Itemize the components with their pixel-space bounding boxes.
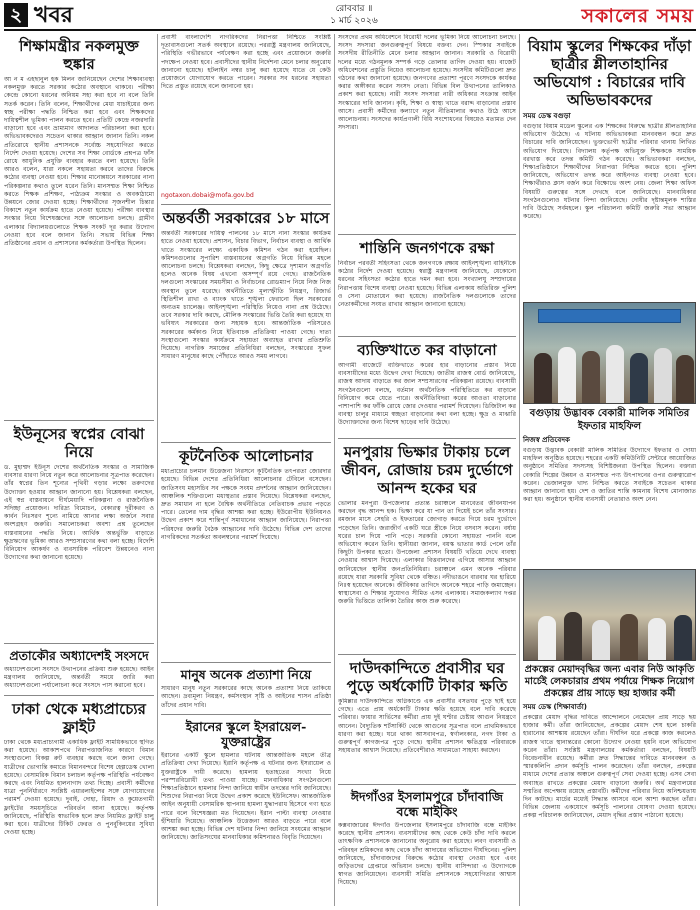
article: [161, 667, 331, 710]
page-number: ২: [4, 3, 28, 27]
article-divider: [338, 336, 516, 337]
article-headline[interactable]: ইউনূসের স্বপ্নের বোঝা নিয়ে: [13, 425, 145, 461]
article-divider: [338, 784, 516, 785]
article-body: ভোলার মনপুরা উপজেলার প্রত্যন্ত চরাঞ্চলে মানবেতর জীবনযাপন করছেন বৃদ্ধ আনন্দ হক। ভিক্ষা করে যা পান তা দিয়েই চলে তাঁর সংসার। রমজান মাসে সেহরি ও ইফতারের জোগাড় করতে গিয়ে চরম দুর্ভোগে পড়েছেন তিনি। জরাজীর্ণ একটি ঘরে স্ত্রীকে নিয়ে বসবাস করেন। বর্ষায় ঘরের চাল দিয়ে পানি পড়ে। সরকারি কোনো সহায়তা পাননি বলে অভিযোগ করেন তিনি। স্থানীয়রা জানান, বয়স্ক ভাতার কার্ড পেলে তাঁর কিছুটা উপকার হতো। উপজেলা প্রশাসন বিষয়টি খতিয়ে দেখে ব্যবস্থা নেওয়ার আশ্বাস দিয়েছে। এলাকার বিত্তবানদের এগিয়ে আসার আহ্বান জানিয়েছেন স্থানীয় জনপ্রতিনিধিরা। চরাঞ্চলে এমন অনেক পরিবার রয়েছে যারা সরকারি সুবিধা থেকে বঞ্চিত। নদীভাঙনে বারবার ঘর হারিয়ে নিঃস্ব হয়েছেন অনেকে। জীবিকার তাগিদে অনেকে শহরে পাড়ি জমাচ্ছেন। স্বাস্থ্যসেবা ও শিক্ষার সুযোগও সীমিত এসব এলাকায়। সমাজকল্যাণ দপ্তর জরুরি ভিত্তিতে তালিকা তৈরির কাজ শুরু করেছে।: [338, 500, 516, 606]
issue-date: ১ মার্চ ২০২৬: [330, 16, 378, 26]
article-headline[interactable]: ঢাকা থেকে মধ্যপ্রাচ্যের ফ্লাইট: [12, 700, 146, 736]
article: [338, 341, 516, 434]
column-divider: [157, 34, 158, 906]
article-body: বগুড়ায় উদ্ভাবক বেকারী মালিক সমিতির উদ্যোগে ইফতার ও দোয়া মাহফিল অনুষ্ঠিত হয়েছে। শহরের একটি কমিউনিটি সেন্টারে আয়োজিত অনুষ্ঠানে সমিতির সদস্যসহ বিশিষ্টজনরা উপস্থিত ছিলেন। বক্তারা বেকারি শিল্পের উন্নয়ন ও মানসম্মত পণ্য উৎপাদনের ওপর গুরুত্বারোপ করেন। ভেজালমুক্ত খাদ্য নিশ্চিত করতে সবাইকে সচেতন থাকার আহ্বান জানানো হয়। দেশ ও জাতির শান্তি কামনায় বিশেষ মোনাজাত করা হয়। অনুষ্ঠানে স্থানীয় ব্যবসায়ী নেতারাও অংশ নেন।: [523, 447, 696, 504]
article-body: অধ্যাদেশগুলো সংসদে উত্থাপনের প্রক্রিয়া শুরু হয়েছে। আইন মন্ত্রণালয় জানিয়েছে, অন্তর্বর্তী সময়ে জারি করা অধ্যাদেশগুলো পর্যালোচনা করে সংসদে পাস করানো হবে।: [4, 666, 154, 690]
date-block: [304, 3, 404, 27]
article-headline[interactable]: শান্তিনি জনগণকে রক্ষা: [359, 239, 495, 257]
article: [338, 239, 516, 332]
event-banner: [538, 309, 682, 323]
article-headline[interactable]: মানুষ অনেক প্রত্যাশা নিয়ে: [180, 667, 312, 683]
article: [338, 659, 516, 780]
person-figure: [564, 612, 582, 660]
article: [4, 37, 154, 416]
article-divider: [338, 234, 516, 235]
article: [523, 37, 696, 298]
article-divider: [4, 695, 154, 696]
article-body: কক্সবাজারের ঈদগাঁও উপজেলার ইসলামপুরে চাঁদাবাজি বন্ধে মাইকিং করেছে স্থানীয় প্রশাসন। ব্যবসায়ীদের কাছ থেকে কেউ চাঁদা দাবি করলে তাৎক্ষণিক প্রশাসনকে জানানোর অনুরোধ করা হয়েছে। লবণ ব্যবসায়ী ও পরিবহন শ্রমিকদের কাছ থেকে চাঁদা আদায়ের অভিযোগ দীর্ঘদিনের। পুলিশ জানিয়েছে, চাঁদাবাজদের বিরুদ্ধে কঠোর ব্যবস্থা নেওয়া হবে এবং জড়িতদের গ্রেপ্তারে অভিযান চলছে। স্থানীয় বাসিন্দারা এ উদ্যোগকে স্বাগত জানিয়েছেন। ব্যবসায়ী সমিতি প্রশাসনকে সহযোগিতার আশ্বাস দিয়েছে।: [338, 822, 516, 887]
article-headline[interactable]: বিয়াম স্কুলের শিক্ষকের দাঁড়া ছাত্রীর শ্লীলতাহানির অভিযোগ : বিচারের দাবি অভিভাবকদের: [527, 37, 692, 109]
person-figure: [676, 355, 694, 403]
article-body: নির্বাচন পরবর্তী সহিংসতা থেকে জনগণকে রক্ষায় আইনশৃঙ্খলা বাহিনীকে কঠোর নির্দেশ দেওয়া হয়েছে। স্বরাষ্ট্র মন্ত্রণালয় জানিয়েছে, যেকোনো ধরনের সহিংসতা কঠোর হাতে দমন করা হবে। সংখ্যালঘু সম্প্রদায়ের নিরাপত্তায় বিশেষ ব্যবস্থা নেওয়া হয়েছে। বিভিন্ন এলাকায় অতিরিক্ত পুলিশ ও সেনা মোতায়েন করা হয়েছে। রাজনৈতিক দলগুলোকে তাদের নেতাকর্মীদের সংযত রাখার আহ্বান জানানো হয়েছে।: [338, 260, 516, 309]
article-byline: সময় ডেস্ক (শিক্ষাবার্তা): [523, 703, 587, 711]
article-headline[interactable]: কূটনৈতিক আলোচনার: [179, 447, 313, 466]
person-figure: [582, 351, 600, 403]
article: [4, 425, 154, 639]
article-body: আগামী বাজেটে ব্যক্তিখাতে করের হার বাড়ানোর প্রস্তাব নিয়ে ব্যবসায়ীদের মধ্যে উদ্বেগ দেখা দিয়েছে। জাতীয় রাজস্ব বোর্ড জানিয়েছে, রাজস্ব আদায় বাড়াতে কর জাল সম্প্রসারণের পরিকল্পনা রয়েছে। ব্যবসায়ী সংগঠনগুলো বলছে, বর্তমান অর্থনৈতিক পরিস্থিতিতে কর বাড়ালে বিনিয়োগ কমে যেতে পারে। অর্থনীতিবিদরা করের আওতা বাড়ানোর পাশাপাশি কর ফাঁকি রোধে জোর দেওয়ার পরামর্শ দিয়েছেন। ডিজিটাল কর ব্যবস্থা চালুর মাধ্যমে স্বচ্ছতা বাড়ানোর কথা বলা হচ্ছে। ক্ষুদ্র ও মাঝারি উদ্যোক্তাদের জন্য বিশেষ ছাড়ের দাবি উঠেছে।: [338, 362, 516, 427]
article-headline[interactable]: দাউদকান্দিতে প্রবাসীর ঘর পুড়ে অর্ধকোটি টাকার ক্ষতি: [346, 659, 508, 695]
article-body: ইরানের একটি স্কুলে হামলার ঘটনায় আন্তর্জাতিক মহলে তীব্র প্রতিক্রিয়া দেখা দিয়েছে। ইরানি কর্তৃপক্ষ এ ঘটনার জন্য ইসরায়েল ও যুক্তরাষ্ট্রকে দায়ী করেছে। হামলায় হতাহতের সংখ্যা নিয়ে পরস্পরবিরোধী তথ্য পাওয়া যাচ্ছে। মানবাধিকার সংগঠনগুলো শিক্ষাপ্রতিষ্ঠানে হামলার নিন্দা জানিয়ে স্বাধীন তদন্তের দাবি জানিয়েছে। শিশুদের নিরাপত্তা নিয়ে উদ্বেগ প্রকাশ করেছে ইউনিসেফ। আন্তর্জাতিক আইন অনুযায়ী বেসামরিক স্থাপনায় হামলা যুদ্ধাপরাধ হিসেবে গণ্য হতে পারে বলে বিশেষজ্ঞরা মত দিয়েছেন। ইরান পাল্টা ব্যবস্থা নেওয়ার হুঁশিয়ারি দিয়েছে। আঞ্চলিক উত্তেজনা আরও বাড়তে পারে বলে আশঙ্কা করা হচ্ছে। বিভিন্ন দেশ ঘটনার নিন্দা জানিয়ে সংযমের আহ্বান জানিয়েছে। জাতিসংঘের মানবাধিকার কমিশনারও বিবৃতি দিয়েছেন।: [161, 752, 331, 842]
article-headline[interactable]: মনপুরায় ভিক্ষার টাকায় চলে জীবন, রোজায় চরম দুর্ভোগে আনন্দ হকের ঘর: [341, 443, 513, 497]
meeting-photo: [523, 569, 696, 661]
article-headline[interactable]: বগুড়ায় উদ্ভাবক বেকারী মালিক সমিতির ইফতার মাহফিল: [529, 408, 690, 432]
event-photo: [523, 302, 696, 404]
article-divider: [4, 420, 154, 421]
column-divider: [334, 34, 335, 906]
article-body: ঢাকা থেকে মধ্যপ্রাচ্যগামী একাধিক ফ্লাইট সাময়িকভাবে স্থগিত করা হয়েছে। আকাশপথে নিরাপত্তাজনিত কারণে বিমান সংস্থাগুলো বিকল্প রুট ব্যবহার করছে বলে জানা গেছে। যাত্রীদের ভোগান্তি কমাতে বিমানবন্দরে বিশেষ হেল্পডেস্ক খোলা হয়েছে। বেসামরিক বিমান চলাচল কর্তৃপক্ষ পরিস্থিতি পর্যবেক্ষণ করছে এবং নিয়মিত হালনাগাদ তথ্য দিচ্ছে। প্রবাসী কর্মীদের যাত্রা পুনর্নির্ধারণে সংশ্লিষ্ট এয়ারলাইন্সের সঙ্গে যোগাযোগের পরামর্শ দেওয়া হয়েছে। দুবাই, দোহা, রিয়াদ ও কুয়েতগামী ফ্লাইটের সময়সূচিতে পরিবর্তন আনা হয়েছে। কর্তৃপক্ষ জানিয়েছে, পরিস্থিতি স্বাভাবিক হলে দ্রুত নিয়মিত ফ্লাইট চালু করা হবে। যাত্রীদের টিকিট ফেরত ও পুনর্বুকিংয়ের সুবিধা দেওয়া হচ্ছে।: [4, 739, 154, 837]
article-headline[interactable]: প্রকল্পের মেয়াদবৃদ্ধির জন্য এবার নিউ আকৃতি মার্চেই লেকচারার প্রথম পর্যায়ে শিক্ষক নিয়োগ প্রকল্পের প্রায় সাড়ে ছয় হাজার কর্মী: [524, 664, 695, 699]
article-divider: [338, 438, 516, 439]
person-figure: [534, 353, 552, 403]
article-headline[interactable]: অন্তর্বর্তী সরকারের ১৮ মাসে: [162, 209, 330, 228]
person-figure: [674, 615, 692, 660]
column-1: [4, 34, 154, 910]
person-figure: [538, 616, 556, 660]
column-3: [338, 34, 516, 896]
person-figure: [648, 618, 666, 660]
newspaper-logo: সকালের সময়: [581, 5, 694, 27]
article: [523, 407, 696, 565]
article-body: সাধারণ মানুষ নতুন সরকারের কাছে অনেক প্রত্যাশা নিয়ে তাকিয়ে আছেন। দ্রব্যমূল্য নিয়ন্ত্রণ, কর্মসংস্থান সৃষ্টি ও আইনের শাসন প্রতিষ্ঠা তাঁদের প্রধান দাবি।: [161, 685, 331, 709]
article: [523, 664, 696, 910]
article: [338, 34, 516, 230]
article-divider: [161, 204, 331, 205]
article-divider: [161, 714, 331, 715]
article-body: প্রকল্পের মেয়াদ বৃদ্ধির দাবিতে আন্দোলনে নেমেছেন প্রায় সাড়ে ছয় হাজার কর্মী। তাঁরা জানিয়েছেন, প্রকল্পের মেয়াদ শেষ হলে চাকরি হারানোর আশঙ্কায় রয়েছেন তাঁরা। দীর্ঘদিন ধরে প্রকল্পে কাজ করলেও রাজস্ব খাতে স্থানান্তরের কোনো উদ্যোগ নেওয়া হয়নি বলে অভিযোগ করেন তাঁরা। সংশ্লিষ্ট মন্ত্রণালয়ের কর্মকর্তারা বলছেন, বিষয়টি বিবেচনাধীন রয়েছে। কর্মীরা দ্রুত সিদ্ধান্তের দাবিতে মানববন্ধন ও স্মারকলিপি প্রদান কর্মসূচি পালন করেছেন। তাঁরা বলছেন, প্রকল্পের মাধ্যমে দেশের প্রত্যন্ত অঞ্চলে গুরুত্বপূর্ণ সেবা দেওয়া হচ্ছে। এসব সেবা অব্যাহত রাখতে প্রকল্পের মেয়াদ বাড়ানো জরুরি। অর্থ মন্ত্রণালয়ের সম্মতির অপেক্ষায় রয়েছে প্রস্তাবটি। কর্মীদের পরিবার নিয়ে অনিশ্চয়তায় দিন কাটছে। মার্চের মধ্যেই সিদ্ধান্ত আসবে বলে আশা করছেন তাঁরা। বিভিন্ন জেলায় একযোগে কর্মসূচি পালনের ঘোষণা দেওয়া হয়েছে। প্রকল্প পরিচালক জানিয়েছেন, মেয়াদ বৃদ্ধির প্রস্তাব পাঠানো হয়েছে।: [523, 714, 696, 820]
article-body: কুমিল্লার দাউদকান্দিতে অগ্নিকাণ্ডে এক প্রবাসীর বসতঘর পুড়ে ছাই হয়ে গেছে। এতে প্রায় অর্ধকোটি টাকার ক্ষতি হয়েছে বলে দাবি করেছে পরিবার। ফায়ার সার্ভিসের কর্মীরা প্রায় দুই ঘণ্টার চেষ্টায় আগুন নিয়ন্ত্রণে আনেন। বৈদ্যুতিক শর্টসার্কিট থেকে আগুনের সূত্রপাত বলে প্রাথমিকভাবে ধারণা করা হচ্ছে। ঘরে থাকা আসবাবপত্র, স্বর্ণালংকার, নগদ টাকা ও গুরুত্বপূর্ণ কাগজপত্র পুড়ে গেছে। স্থানীয় প্রশাসন ক্ষতিগ্রস্ত পরিবারকে সহায়তার আশ্বাস দিয়েছে। প্রতিবেশীরাও সাধ্যমতো সাহায্য করছেন।: [338, 698, 516, 755]
person-figure: [630, 353, 648, 403]
article-divider: [161, 662, 331, 663]
article-divider: [338, 654, 516, 655]
article: [161, 719, 331, 910]
article-headline[interactable]: প্রতাকৌর অধ্যাদেশই সংসদে: [9, 648, 149, 663]
header-rule: [4, 29, 696, 31]
article: [338, 789, 516, 896]
issue-day: রোববার ॥: [335, 4, 373, 14]
article: [4, 648, 154, 691]
email-link[interactable]: ngotaxon.dobai@mofa.gov.bd: [161, 192, 254, 199]
article-divider: [4, 643, 154, 644]
article: [161, 447, 331, 658]
article-body: বগুড়ার বিয়াম মডেল স্কুলের এক শিক্ষকের বিরুদ্ধে ছাত্রীর শ্লীলতাহানির অভিযোগ উঠেছে। এ ঘটনায় অভিভাবকরা মানববন্ধন করে দ্রুত বিচারের দাবি জানিয়েছেন। ভুক্তভোগী ছাত্রীর পরিবার থানায় লিখিত অভিযোগ দিয়েছে। বিদ্যালয় কর্তৃপক্ষ অভিযুক্ত শিক্ষককে সাময়িক বরখাস্ত করে তদন্ত কমিটি গঠন করেছে। অভিভাবকরা বলছেন, শিক্ষাপ্রতিষ্ঠানে শিক্ষার্থীদের নিরাপত্তা নিশ্চিত করতে হবে। পুলিশ জানিয়েছে, অভিযোগ তদন্ত করে আইনগত ব্যবস্থা নেওয়া হবে। শিক্ষার্থীরাও ক্লাস বর্জন করে বিক্ষোভে অংশ নেয়। জেলা শিক্ষা অফিস বিষয়টি গুরুত্বের সঙ্গে দেখছে বলে জানিয়েছে। মানবাধিকার সংগঠনগুলোও ঘটনার নিন্দা জানিয়েছে। দোষীর দৃষ্টান্তমূলক শাস্তির দাবি উঠেছে সর্বমহলে। স্কুল পরিচালনা কমিটি জরুরি সভা আহ্বান করেছে।: [523, 123, 696, 221]
article-divider: [161, 442, 331, 443]
article: [4, 700, 154, 910]
article-body: প্রবাসী বাংলাদেশি নাগরিকদের নিরাপত্তা নিশ্চিতে সংশ্লিষ্ট দূতাবাসগুলো সতর্ক অবস্থানে রয়েছে। পররাষ্ট্র মন্ত্রণালয় জানিয়েছে, পরিস্থিতি গভীরভাবে পর্যবেক্ষণ করা হচ্ছে এবং প্রয়োজনে জরুরি পদক্ষেপ নেওয়া হবে। প্রবাসীদের স্থানীয় নির্দেশনা মেনে চলার অনুরোধ জানানো হয়েছে। হটলাইন নম্বর চালু করা হয়েছে যাতে যে কেউ প্রয়োজনে যোগাযোগ করতে পারেন। সরকার সব ধরনের সহায়তা দিতে প্রস্তুত রয়েছে বলে জানানো হয়।: [161, 34, 331, 91]
article-byline: সময় ডেস্ক বগুড়া: [523, 112, 571, 120]
article-headline[interactable]: ঈদগাঁওর ইসলামপুরে চাঁদাবাজি বন্ধে মাইকিং: [350, 789, 504, 819]
article: [161, 34, 331, 200]
person-figure: [606, 345, 624, 403]
article-headline[interactable]: ইরানের স্কুলে ইসরায়েল-যুক্তরাষ্ট্রের: [185, 719, 307, 750]
person-figure: [592, 620, 610, 660]
person-figure: [558, 347, 576, 403]
section-name: খবর: [34, 2, 73, 28]
article-body: আ ন ম এহছানুল হক মিলন জানিয়েছেন দেশের শিক্ষাব্যবস্থা নকলমুক্ত করতে সরকার কঠোর অবস্থানে থাকবে। পরীক্ষা কেন্দ্রে কোনো ধরনের অনিয়ম সহ্য করা হবে না বলে তিনি সতর্ক করেন। তিনি বলেন, শিক্ষার্থীদের মেধা যাচাইয়ের জন্য স্বচ্ছ পরীক্ষা পদ্ধতি নিশ্চিত করা হবে এবং শিক্ষকদের দায়িত্বশীল ভূমিকা পালন করতে হবে। প্রতিটি কেন্দ্রে নজরদারি বাড়ানো হবে এবং ভ্রাম্যমাণ আদালত পরিচালনা করা হবে। অভিভাবকদেরও সচেতন থাকার আহ্বান জানান তিনি। নকল প্রতিরোধে স্থানীয় প্রশাসনকে সর্বোচ্চ সহযোগিতা করতে নির্দেশ দেওয়া হয়েছে। দেশের সব শিক্ষা বোর্ডকে প্রশ্নপত্র ফাঁস রোধে আধুনিক প্রযুক্তি ব্যবহার করতে বলা হয়েছে। তিনি আরও বলেন, যারা নকলে সহায়তা করবে তাদের বিরুদ্ধে কঠোর ব্যবস্থা নেওয়া হবে। শিক্ষার মানোন্নয়নে সরকারের নানা পরিকল্পনার কথাও তুলে ধরেন তিনি। মানসম্মত শিক্ষা নিশ্চিত করতে শিক্ষক প্রশিক্ষণ, পাঠ্যক্রম সংস্কার ও অবকাঠামো উন্নয়নে জোর দেওয়া হচ্ছে। শিক্ষার্থীদের সৃজনশীল চিন্তার বিকাশে নতুন কার্যক্রম হাতে নেওয়া হয়েছে। পরীক্ষা ব্যবস্থার সংস্কার নিয়ে বিশেষজ্ঞদের সঙ্গে আলোচনা চলছে। গ্রামীণ এলাকার বিদ্যালয়গুলোতে শিক্ষক সংকট দূর করার উদ্যোগ নেওয়া হবে বলে জানান তিনি। সভায় বিভিন্ন শিক্ষা প্রতিষ্ঠানের প্রধান ও প্রশাসনের কর্মকর্তারা উপস্থিত ছিলেন।: [4, 76, 154, 248]
article-headline[interactable]: শিক্ষামন্ত্রীর নকলমুক্ত হুঙ্কার: [19, 37, 139, 73]
person-figure: [620, 614, 638, 660]
article-body: সংসদের প্রথম অধিবেশনে বিরোধী দলের ভূমিকা নিয়ে আলোচনা চলছে। সংসদ সদস্যরা জনগুরুত্বপূর্ণ বিষয়ে বক্তব্য দেন। স্পিকার সবাইকে সংসদীয় রীতিনীতি মেনে চলার আহ্বান জানান। সরকারি ও বিরোধী দলের মধ্যে গঠনমূলক সম্পর্ক গড়ে তোলার তাগিদ দেওয়া হয়। বাজেট অধিবেশনের প্রস্তুতি নিয়েও আলোচনা হয়েছে। সংসদীয় কমিটিগুলো দ্রুত গঠনের কথা জানানো হয়েছে। জনগণের প্রত্যাশা পূরণে সংসদকে কার্যকর করার অঙ্গীকার করেন সংসদ নেতা। বিভিন্ন বিল উত্থাপনের তালিকাও প্রকাশ করা হয়েছে। নারী সংসদ সদস্যরা নারী অধিকার সংক্রান্ত আইন সংস্কারের দাবি জানান। কৃষি, শিক্ষা ও স্বাস্থ্য খাতে বরাদ্দ বাড়ানোর প্রস্তাব আসে। প্রবাসী কর্মীদের কল্যাণে নতুন নীতিমালার কথাও উঠে আসে আলোচনায়। সংসদের কার্যপ্রণালী বিধি সংশোধনের বিষয়েও মতামত দেন সদস্যরা।: [338, 34, 516, 132]
column-4: [523, 34, 696, 910]
article-byline: নিজস্ব প্রতিবেদক: [523, 436, 570, 444]
article: [161, 209, 331, 438]
article-headline[interactable]: ব্যক্তিখাতে কর বাড়ানো: [357, 341, 497, 359]
column-divider: [519, 34, 520, 906]
column-2: [161, 34, 331, 910]
article-body: অন্তর্বর্তী সরকারের দায়িত্ব পালনের ১৮ মাসে নানা সংস্কার কার্যক্রম হাতে নেওয়া হয়েছে। প্রশাসন, বিচার বিভাগ, নির্বাচন ব্যবস্থা ও আর্থিক খাতে সংস্কারের লক্ষ্যে একাধিক কমিশন গঠন করা হয়েছিল। কমিশনগুলোর সুপারিশ বাস্তবায়নের অগ্রগতি নিয়ে বিভিন্ন মহলে আলোচনা চলছে। বিশ্লেষকরা বলছেন, কিছু ক্ষেত্রে দৃশ্যমান অগ্রগতি হলেও অনেক বিষয় এখনো অসম্পূর্ণ রয়ে গেছে। রাজনৈতিক দলগুলো সংস্কারের সময়সীমা ও নির্বাচনের রোডম্যাপ নিয়ে নিজ নিজ অবস্থান তুলে ধরেছে। অর্থনীতিতে মূল্যস্ফীতি নিয়ন্ত্রণ, রিজার্ভ স্থিতিশীল রাখা ও ব্যাংক খাতে শৃঙ্খলা ফেরানো ছিল সরকারের অন্যতম চ্যালেঞ্জ। আইনশৃঙ্খলা পরিস্থিতি নিয়েও নানা প্রশ্ন উঠেছে। তবে সরকার দাবি করছে, মৌলিক সংস্কারের ভিত্তি তৈরি করা হয়েছে যা ভবিষ্যৎ সরকারের জন্য সহায়ক হবে। আন্তর্জাতিক পরিসরেও সরকারের কর্মকাণ্ড নিয়ে ইতিবাচক প্রতিক্রিয়া পাওয়া গেছে। দাতা সংস্থাগুলো সংস্কার কার্যক্রমে সহায়তা অব্যাহত রাখার প্রতিশ্রুতি দিয়েছে। নাগরিক সমাজের প্রতিনিধিরা বলছেন, সংস্কারের সুফল সাধারণ মানুষের কাছে পৌঁছাতে আরও সময় লাগবে।: [161, 230, 331, 361]
person-figure: [654, 348, 672, 403]
article: [338, 443, 516, 650]
article-body: মধ্যপ্রাচ্যের চলমান উত্তেজনা নিরসনে কূটনৈতিক তৎপরতা জোরদার হয়েছে। বিভিন্ন দেশের প্রতিনিধিরা আলোচনার টেবিলে বসেছেন। জাতিসংঘ মহাসচিব সব পক্ষকে সংযম প্রদর্শনের আহ্বান জানিয়েছেন। আঞ্চলিক শক্তিগুলো মধ্যস্থতার প্রস্তাব দিয়েছে। বিশ্লেষকরা বলছেন, দ্রুত সমাধান না হলে বৈশ্বিক অর্থনীতিতে নেতিবাচক প্রভাব পড়তে পারে। তেলের দাম বৃদ্ধির আশঙ্কা করা হচ্ছে। ইউরোপীয় ইউনিয়নও উদ্বেগ প্রকাশ করে শান্তিপূর্ণ সমাধানের আহ্বান জানিয়েছে। নিরাপত্তা পরিষদের জরুরি বৈঠক আহ্বানের দাবি উঠেছে। বিভিন্ন দেশ তাদের নাগরিকদের সতর্কতা অবলম্বনের পরামর্শ দিয়েছে।: [161, 468, 331, 541]
article-body: ড. মুহাম্মদ ইউনূস দেশের অর্থনৈতিক সংস্কার ও সামাজিক ব্যবসার ধারণা নিয়ে নতুন করে আলোচনার সূত্রপাত করেছেন। তাঁর স্বপ্নের তিন শূন্যের পৃথিবী গড়ার লক্ষ্যে তরুণদের উদ্যোক্তা হওয়ার আহ্বান জানানো হয়। বিশ্লেষকরা বলছেন, এই স্বপ্ন বাস্তবায়নে দীর্ঘমেয়াদি পরিকল্পনা ও রাজনৈতিক সদিচ্ছা প্রয়োজন। দারিদ্র্য বিমোচন, বেকারত্ব দূরীকরণ ও কার্বন নিঃসরণ শূন্যে নামিয়ে আনার লক্ষ্য অর্জনে সবার অংশগ্রহণ জরুরি। সমালোচকরা অবশ্য প্রশ্ন তুলেছেন বাস্তবায়নের পদ্ধতি নিয়ে। আর্থিক অন্তর্ভুক্তি বাড়াতে ক্ষুদ্রঋণের ভূমিকা আরও সম্প্রসারণের কথা বলা হচ্ছে। বিদেশি বিনিয়োগ আকর্ষণ ও ব্যবসায়িক পরিবেশ উন্নয়নেও নানা উদ্যোগের কথা জানানো হয়েছে।: [4, 464, 154, 562]
